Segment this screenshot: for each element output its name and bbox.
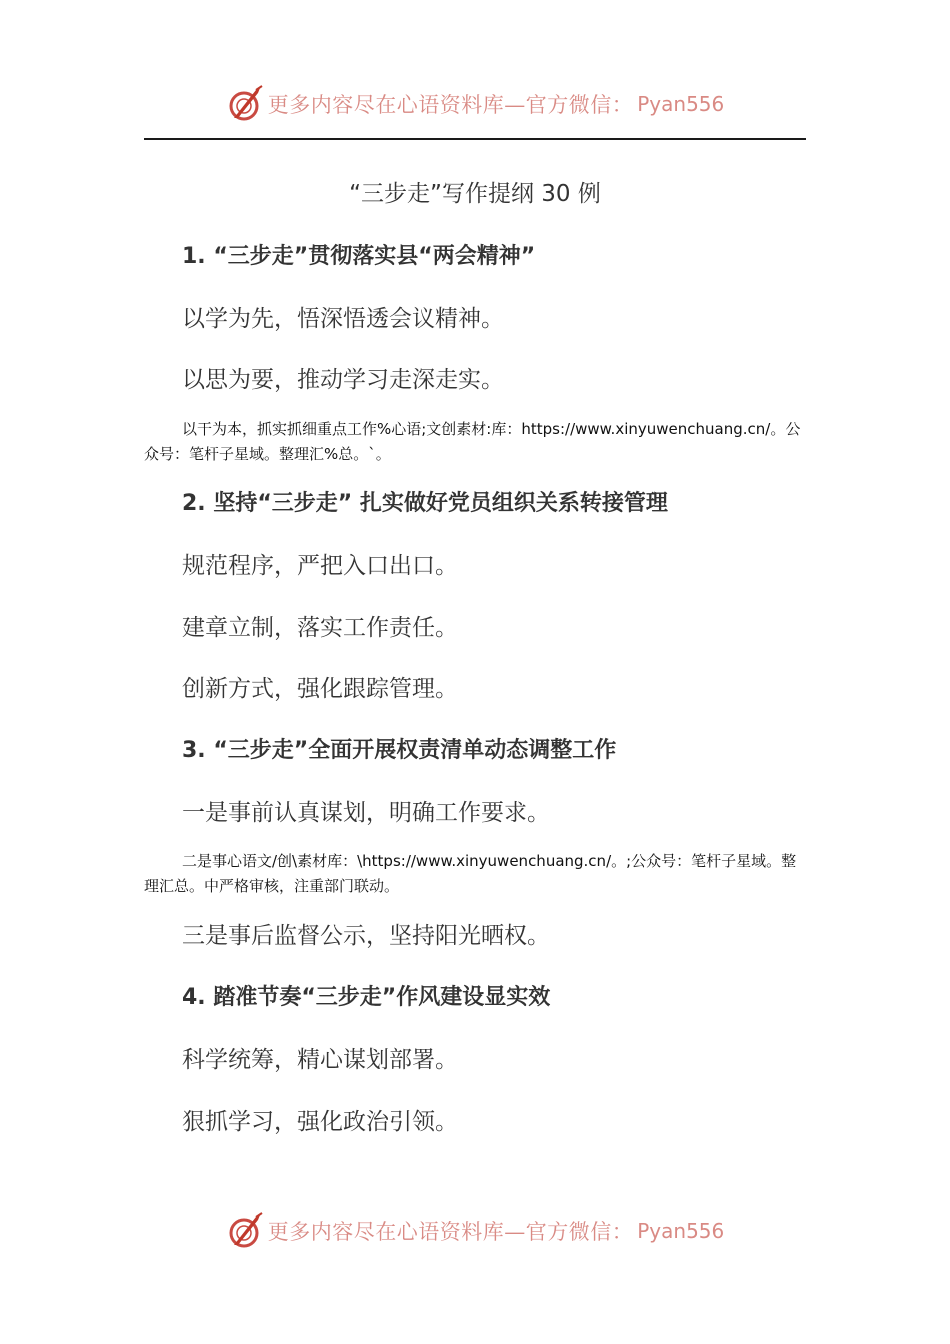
section-1-heading: 1. “三步走”贯彻落实县“两会精神”	[182, 244, 536, 269]
header-banner	[0, 84, 950, 124]
section-3-heading: 3. “三步走”全面开展权责清单动态调整工作	[182, 738, 617, 763]
section-2-line-2: 建章立制，落实工作责任。	[182, 615, 458, 641]
section-3-note: 二是事心语文/创\素材库：\https://www.xinyuwenchuang.cn/。;公众号：笔杆子星域。整理汇总。中严格审核，注重部门联动。	[144, 852, 797, 895]
section-3-line-1: 一是事前认真谋划，明确工作要求。	[182, 800, 550, 826]
section-2-line-3: 创新方式，强化跟踪管理。	[182, 676, 458, 702]
section-2-line-1: 规范程序，严把入口出口。	[182, 553, 458, 579]
section-4-line-1: 科学统筹，精心谋划部署。	[182, 1047, 458, 1073]
quill-pen-logo-icon	[226, 1211, 266, 1251]
document-title: “三步走”写作提纲 30 例	[349, 181, 601, 207]
quill-pen-logo-icon	[226, 84, 266, 124]
footer-wechat-id: Pyan556	[637, 1219, 725, 1243]
section-4-line-2: 狠抓学习，强化政治引领。	[182, 1109, 458, 1135]
section-1-line-1: 以学为先，悟深悟透会议精神。	[182, 306, 504, 332]
header-slogan: 更多内容尽在心语资料库—官方微信：	[267, 93, 634, 117]
section-1-line-2: 以思为要，推动学习走深走实。	[182, 367, 504, 393]
footer-slogan: 更多内容尽在心语资料库—官方微信：	[267, 1220, 634, 1244]
header-wechat-id: Pyan556	[637, 92, 725, 116]
footer-banner	[0, 1211, 950, 1251]
header-rule	[144, 138, 806, 140]
section-2-heading: 2. 坚持“三步走” 扎实做好党员组织关系转接管理	[182, 491, 668, 516]
section-1-note: 以干为本，抓实抓细重点工作%心语;文创素材:库：https://www.xinyuwenchuang.cn/。公众号：笔杆子星域。整理汇%总。`。	[144, 420, 801, 463]
section-4-heading: 4. 踏准节奏“三步走”作风建设显实效	[182, 985, 551, 1010]
section-3-line-3: 三是事后监督公示，坚持阳光晒权。	[182, 923, 550, 949]
